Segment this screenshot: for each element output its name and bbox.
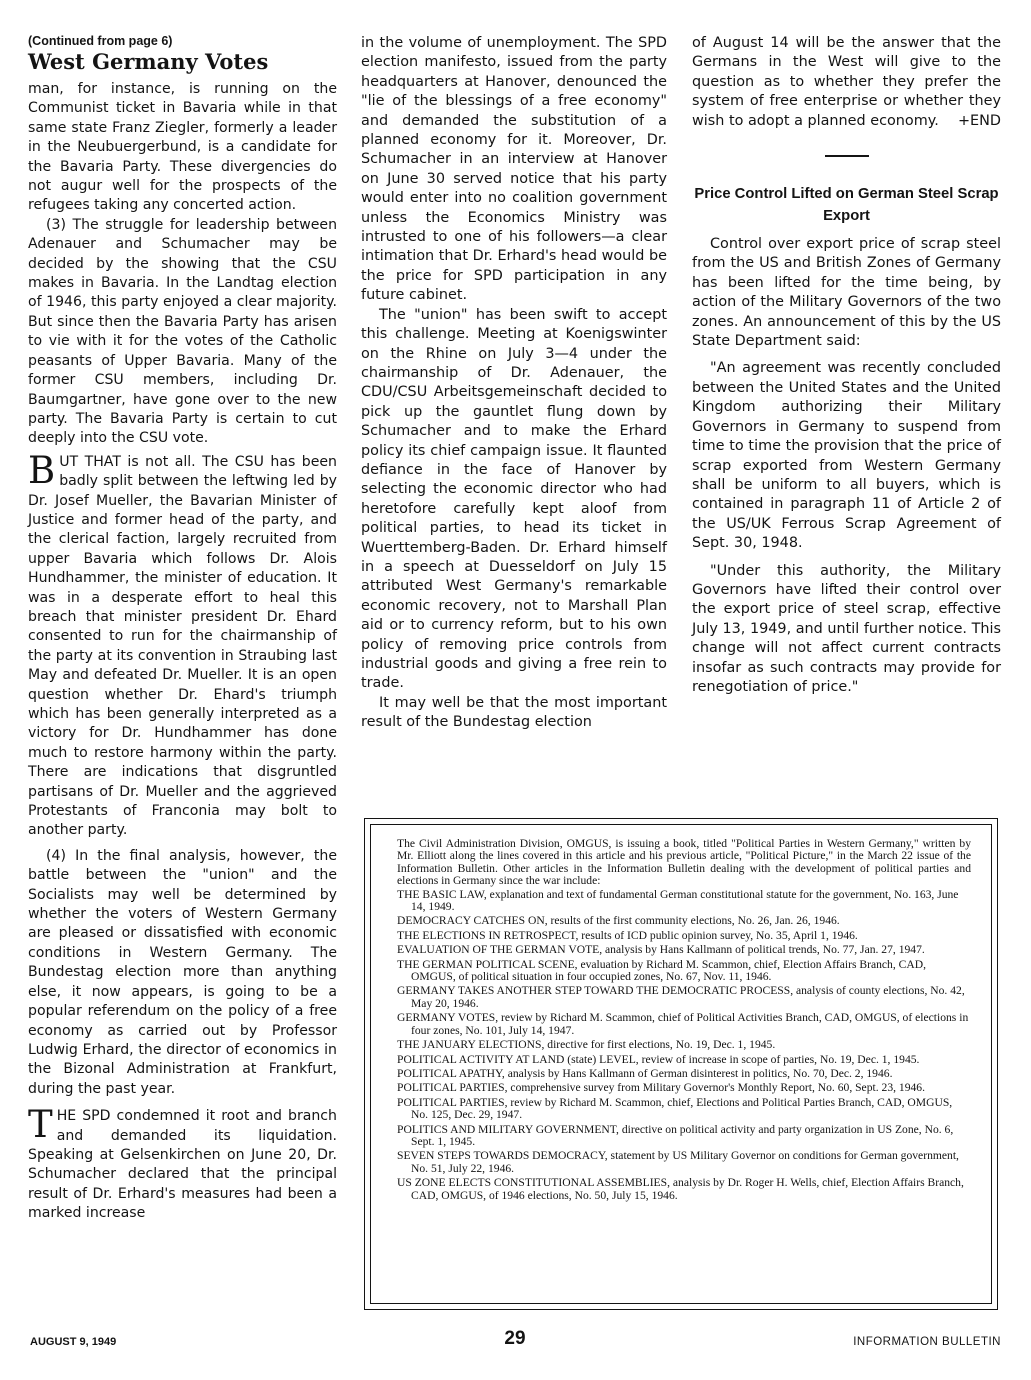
box-entry: POLITICS AND MILITARY GOVERNMENT, directive on political activity and party organization in US Zone, No. 6, Sept. 1, 1945. [397, 1122, 954, 1148]
sidebar-paragraph: Control over export price of scrap steel from the US and British Zones of Germany has been lifted for the time being, by action of the Military Governors of the two zones. An announcement of this by the US State Department said: [692, 236, 1001, 350]
box-entry: POLITICAL ACTIVITY AT LAND (state) LEVEL, review of increase in scope of parties, No. 19, Dec. 1, 1945. [397, 1052, 920, 1066]
box-entry: SEVEN STEPS TOWARDS DEMOCRACY, statement by US Military Governor on conditions for German government, No. 51, July 22, 1946. [397, 1149, 959, 1175]
column-1 [28, 34, 337, 1224]
box-entry: GERMANY TAKES ANOTHER STEP TOWARD THE DEMOCRATIC PROCESS, analysis of county elections, No. 42, May 20, 1946. [397, 984, 965, 1010]
section-divider [825, 155, 869, 157]
article-paragraph: (3) The struggle for leadership between Adenauer and Schumacher may be decided by the showing that the CSU makes in Bavaria. In the Landtag election of 1946, this party enjoyed a clear majority. But since then the Bavaria Party has arisen to vie with it for the votes of the Catholic peasants of Upper Bavaria. Many of the former CSU members, including Dr. Baumgartner, have gone over to the new party. The Bavaria Party is certain to cut deeply into the CSU vote. [28, 216, 337, 447]
drop-cap: B [28, 448, 56, 492]
article-paragraph: It may well be that the most important result of the Bundestag election [361, 694, 667, 731]
sidebar-headline: Price Control Lifted on German Steel Scrap Export [694, 186, 999, 225]
article-paragraph: The "union" has been swift to accept this challenge. Meeting at Koenigswinter on the Rhine on July 3—4 under the chairmanship of Dr. Adenauer, the CDU/CSU Arbeitsgemeinschaft decided to pick up the gauntlet flung down by Schumacher and to make the Erhard policy its chief campaign issue. It flaunted defiance in the face of Hanover by selecting the economic director who had heretofore carefully kept aloof from political parties, to head its ticket in Wuerttemberg-Baden. Dr. Erhard himself in a speech at Duesseldorf on July 15 attributed West Germany's remarkable economic recovery, not to Marshall Plan aid or to currency reform, but to his own policy of removing price controls from industrial goods and giving a free rein to trade. [361, 306, 667, 692]
box-entry: EVALUATION OF THE GERMAN VOTE, analysis by Hans Kallmann of political trends, No. 77, Jan. 27, 1947. [397, 943, 925, 957]
paragraph-text: UT THAT is not all. The CSU has been badly split between the leftwing led by Dr. Josef Mueller, the Bavarian Minister of Justice and former head of the party, and the clerical faction, largely recruited from upper Bavaria which follows Dr. Alois Hundhammer, the minister of education. It was in a desperate effort to heal this breach that minister president Dr. Ehard consented to run for the chairmanship of the party at its convention in Straubing last May and defeated Dr. Mueller. It is an open question whether Dr. Ehard's triumph which has been generally interpreted as a victory for Dr. Hundhammer has done much to restore harmony within the party. There are indications that disgruntled partisans of Dr. Mueller and the aggrieved Protestants of Franconia may bolt to another party. [28, 453, 337, 839]
article-paragraph-dropcap [28, 1103, 337, 1223]
box-intro: The Civil Administration Division, OMGUS, is issuing a book, titled "Political Parties in Western Germany," written by Mr. Elliott along the lines covered in this article and his previous article, "Political Picture," in the March 22 issue of the Information Bulletin. Other articles in the Information Bulletin dealing with the development of political parties and elections in Germany since the war include: [397, 837, 971, 888]
publication-name: INFORMATION BULLETIN [853, 1336, 1001, 1348]
box-entry: THE GERMAN POLITICAL SCENE, evaluation by Richard M. Scammon, chief, Election Affairs Branch, CAD, OMGUS, of political situation in four occupied zones, No. 67, Nov. 11, 1946. [397, 957, 927, 984]
box-entry: US ZONE ELECTS CONSTITUTIONAL ASSEMBLIES, analysis by Dr. Roger H. Wells, chief, Election Affairs Branch, CAD, OMGUS, of 1946 elections, No. 50, July 15, 1946. [397, 1176, 964, 1202]
end-mark: +END [958, 112, 1001, 129]
box-entry: POLITICAL PARTIES, review by Richard M. Scammon, chief, Elections and Political Parties Branch, CAD, OMGUS, No. 125, Dec. 29, 1947. [397, 1095, 953, 1122]
sidebar-paragraph: "An agreement was recently concluded between the United States and the United Kingdom authorizing their Military Governors in Germany to suspend from time to time the provision that the price of scrap exported from Western Germany shall be uniform to all buyers, which is contained in paragraph 11 of Article 2 of the US/UK Ferrous Scrap Agreement of Sept. 30, 1948. [692, 360, 1001, 552]
paragraph-text: HE SPD condemned it root and branch and demanded its liquidation. Speaking at Gelsenkirchen on June 20, Dr. Schumacher declared that the principal result of Dr. Erhard's measures had been a marked increase [28, 1108, 337, 1222]
box-entry: DEMOCRACY CATCHES ON, results of the first community elections, No. 26, Jan. 26, 1946. [397, 914, 840, 928]
box-entry: THE JANUARY ELECTIONS, directive for first elections, No. 19, Dec. 1, 1945. [397, 1038, 776, 1052]
box-entry: POLITICAL PARTIES, comprehensive survey from Military Governor's Monthly Report, No. 60, Sept. 23, 1946. [397, 1081, 925, 1095]
article-paragraph: (4) In the final analysis, however, the battle between the "union" and the Socialists may well be determined by whether the voters of Western Germany are pleased or dissatisfied with economic conditions in Western Germany. The Bundestag election more than anything else, it now appears, is going to be a popular referendum on the policy of a free economy as carried out by Professor Ludwig Erhard, the director of economics in the Bizonal Administration at Frankfurt, during the past year. [28, 847, 337, 1097]
article-paragraph: man, for instance, is running on the Communist ticket in Bavaria while in that same state Franz Ziegler, formerly a leader in the Neubuergerbund, is a candidate for the Bavaria Party. These divergencies do not augur well for the prospects of the refugees taking any concerted action. [28, 81, 337, 214]
column-2 [361, 34, 667, 733]
paragraph-text: of August 14 will be the answer that the Germans in the West will give to the question as to whether they prefer the system of free enterprise or whether they wish to adopt a planned economy. [692, 35, 1001, 129]
article-paragraph-dropcap [28, 448, 337, 841]
box-entry: THE BASIC LAW, explanation and text of fundamental German constitutional statute for the government, No. 163, June 14, 1949. [397, 887, 959, 914]
box-entry: POLITICAL APATHY, analysis by Hans Kallmann of German disinterest in politics, No. 70, Dec. 2, 1946. [397, 1066, 893, 1080]
footer-date: AUGUST 9, 1949 [30, 1336, 117, 1348]
article-paragraph: in the volume of unemployment. The SPD election manifesto, issued from the party headquarters at Hanover, denounced the "lie of the blessings of a free economy" and demanded the substitution of a planned economy for it. Moreover, Dr. Schumacher in an interview at Hanover on June 30 served notice that his party would enter into no coalition government unless the Economics Ministry was intrusted to one of his followers—a clear intimation that Dr. Erhard's head would be the price for SPD participation in any future cabinet. [361, 35, 667, 304]
box-entry: THE ELECTIONS IN RETROSPECT, results of ICD public opinion survey, No. 35, April 1, 1946. [397, 928, 858, 942]
column-3 [692, 34, 1001, 697]
article-paragraph [692, 34, 1001, 131]
related-articles-box [364, 818, 998, 1310]
box-entry: GERMANY VOTES, review by Richard M. Scammon, chief of Political Activities Branch, CAD, OMGUS, of elections in four zones, No. 101, July 14, 1947. [397, 1011, 969, 1037]
article-headline: West Germany Votes [28, 49, 269, 74]
sidebar-paragraph: "Under this authority, the Military Governors have lifted their control over the export price of steel scrap, effective July 13, 1949, and until further notice. This change will not affect current contracts insofar as such contracts may provide for renegotiation of price." [692, 562, 1001, 695]
continued-note: (Continued from page 6) [28, 34, 173, 48]
drop-cap: T [28, 1103, 53, 1147]
page-number: 29 [504, 1328, 526, 1349]
page-footer [0, 1326, 1031, 1366]
related-articles-inner [370, 824, 992, 1304]
